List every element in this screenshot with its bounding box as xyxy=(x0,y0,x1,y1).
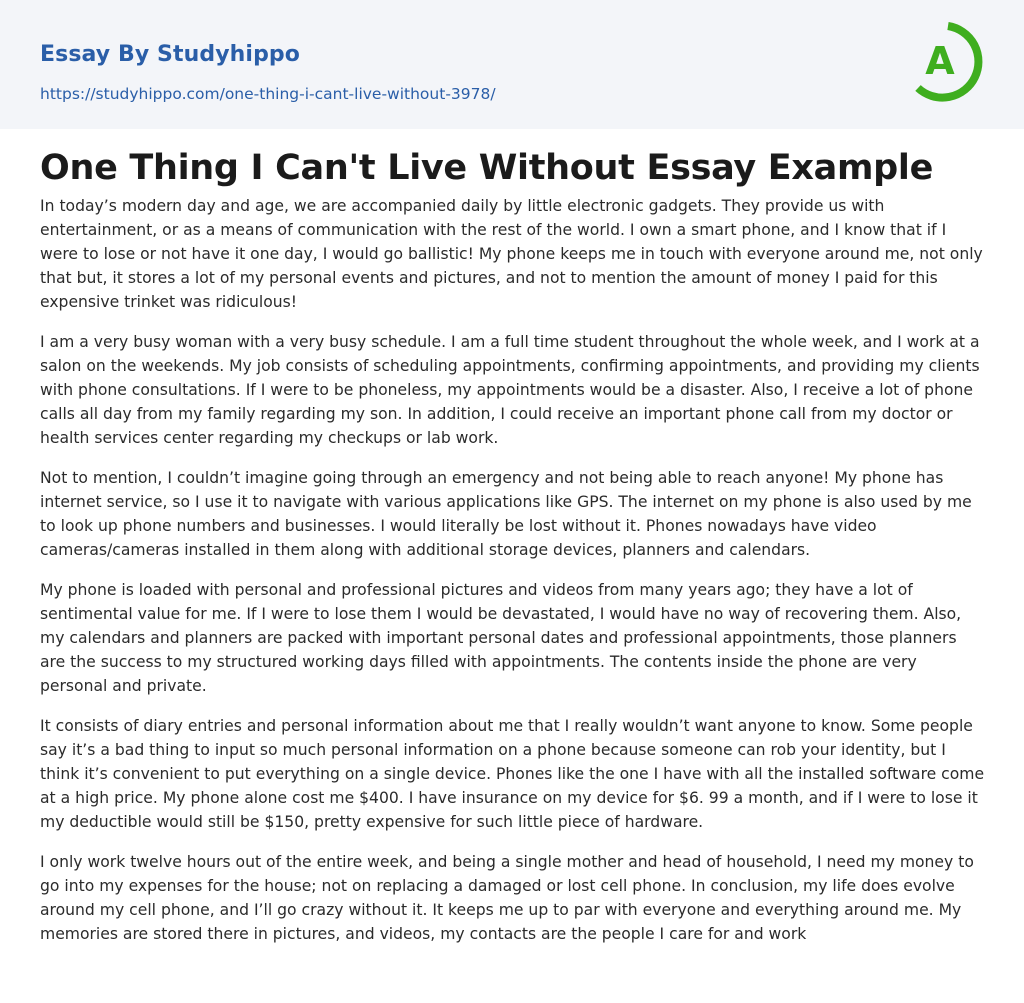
essay-paragraph-1: In today’s modern day and age, we are accompanied daily by little electronic gadgets. They provide us with entertainment, or as a means of communication with the rest of the world. I own a smart phone, and I know that if I were to lose or not have it one day, I would go ballistic! My phone keeps me in touch with everyone around me, not only that but, it stores a lot of my personal events and pictures, and not to mention the amount of money I paid for this expensive trinket was ridiculous! xyxy=(40,197,983,311)
page-title: One Thing I Can't Live Without Essay Example xyxy=(40,148,934,188)
essay-url-link[interactable]: https://studyhippo.com/one-thing-i-cant-live-without-3978/ xyxy=(40,85,496,103)
essay-paragraph-4: My phone is loaded with personal and professional pictures and videos from many years ago; they have a lot of sentimental value for me. If I were to lose them I would be devastated, I would have no way of recovering them. Also, my calendars and planners are packed with important personal dates and professional appointments, those planners are the success to my structured working days filled with appointments. The contents inside the phone are very personal and private. xyxy=(40,581,962,695)
essay-paragraph-3: Not to mention, I couldn’t imagine going through an emergency and not being able to reach anyone! My phone has internet service, so I use it to navigate with various applications like GPS. The internet on my phone is also used by me to look up phone numbers and businesses. I would literally be lost without it. Phones nowadays have video cameras/cameras installed in them along with additional storage devices, planners and calendars. xyxy=(40,469,972,559)
essay-paragraph-5: It consists of diary entries and personal information about me that I really wouldn’t want anyone to know. Some people say it’s a bad thing to input so much personal information on a phone because someone can rob your identity, but I think it’s convenient to put everything on a single device. Phones like the one I have with all the installed software come at a high price. My phone alone cost me $400. I have insurance on my device for $6. 99 a month, and if I were to lose it my deductible would still be $150, pretty expensive for such little piece of hardware. xyxy=(40,717,985,831)
studyhippo-logo-icon[interactable] xyxy=(908,18,988,106)
essay-body xyxy=(40,194,986,962)
essay-paragraph-2: I am a very busy woman with a very busy schedule. I am a full time student throughout the whole week, and I work at a salon on the weekends. My job consists of scheduling appointments, confirming appointments, and providing my clients with phone consultations. If I were to be phoneless, my appointments would be a disaster. Also, I receive a lot of phone calls all day from my family regarding my son. In addition, I could receive an important phone call from my doctor or health services center regarding my checkups or lab work. xyxy=(40,333,980,447)
brand-title[interactable]: Essay By Studyhippo xyxy=(40,42,300,67)
essay-paragraph-6: I only work twelve hours out of the entire week, and being a single mother and head of household, I need my money to go into my expenses for the house; not on replacing a damaged or lost cell phone. In conclusion, my life does evolve around my cell phone, and I’ll go crazy without it. It keeps me up to par with everyone and everything around me. My memories are stored there in pictures, and videos, my contacts are the people I care for and work xyxy=(40,853,974,943)
logo-letter: A xyxy=(925,39,955,83)
site-header xyxy=(0,0,1024,129)
